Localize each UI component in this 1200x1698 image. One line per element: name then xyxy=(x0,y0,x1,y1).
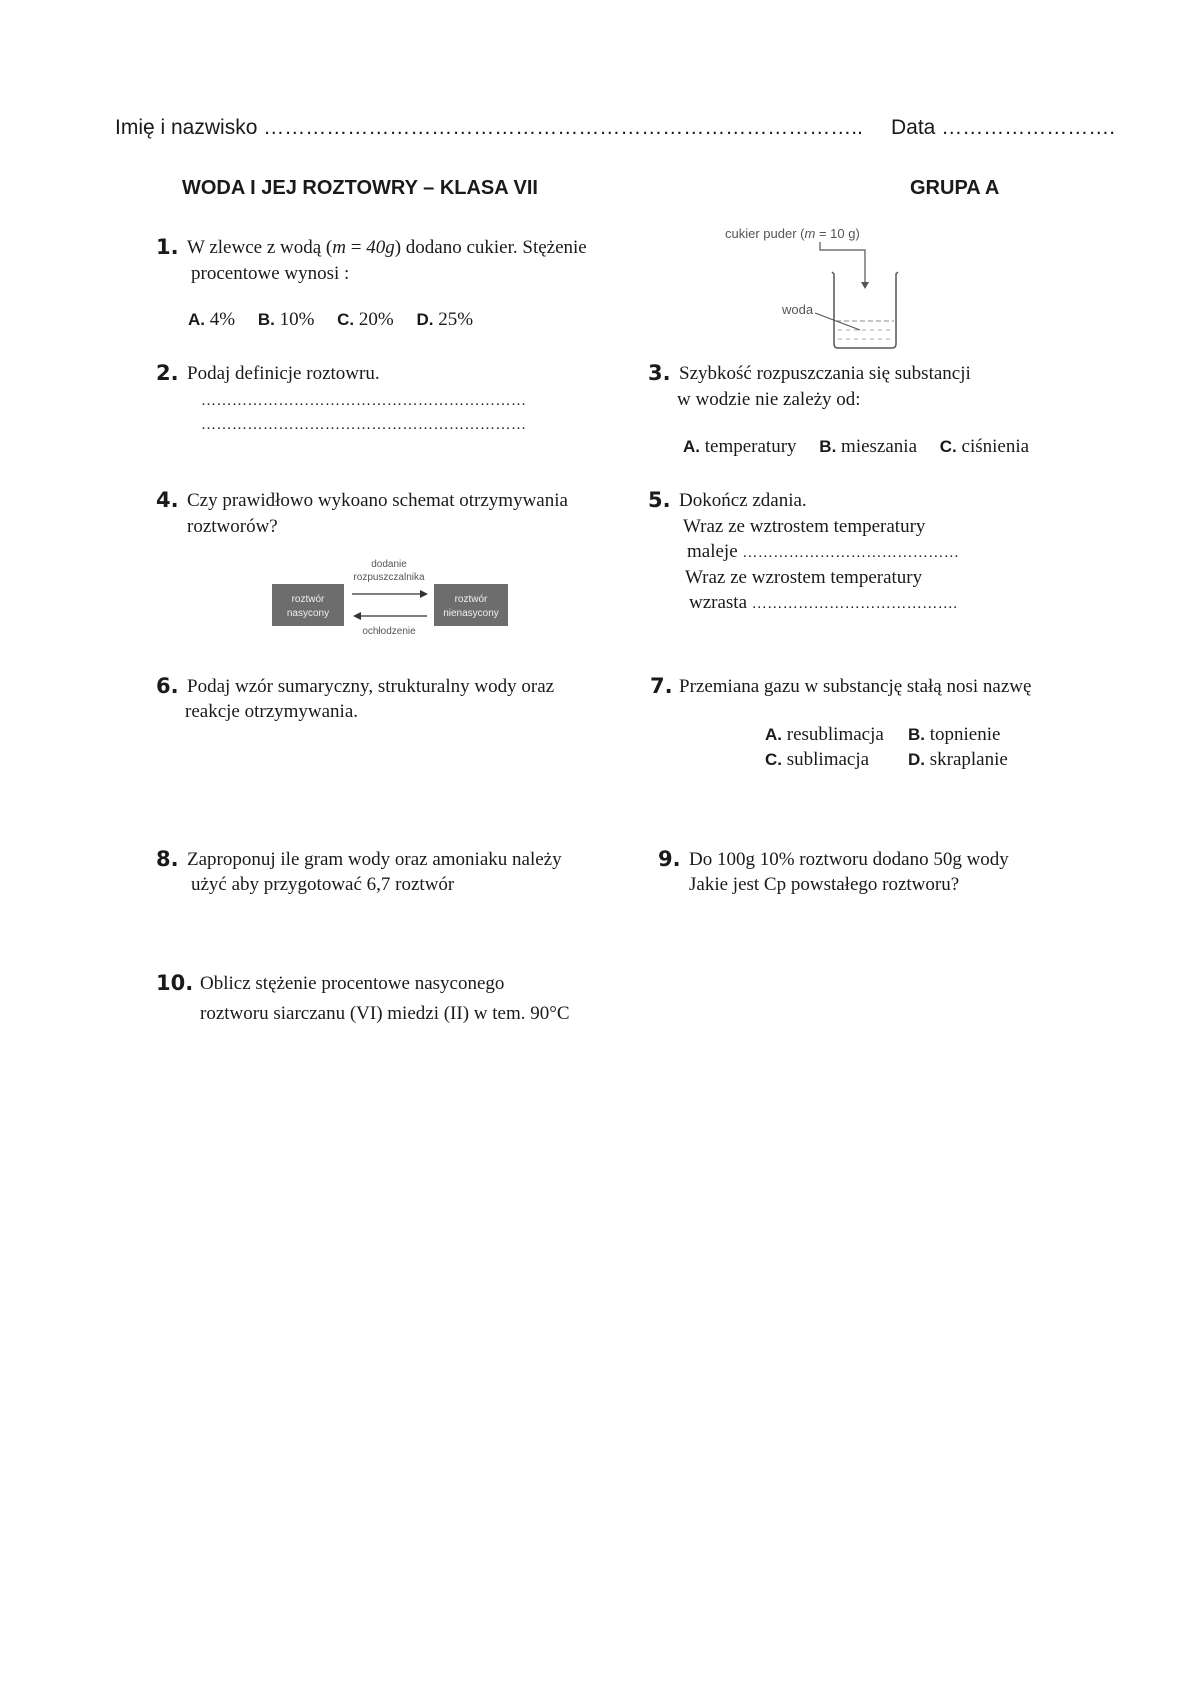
q3-option-b[interactable]: B. mieszania xyxy=(819,436,918,457)
scheme-label-top-2: rozpuszczalnika xyxy=(353,572,425,583)
q3-text-line2: w wodzie nie zależy od: xyxy=(677,389,861,410)
date-field[interactable] xyxy=(891,116,1115,140)
q7-option-a[interactable]: A. resublimacja xyxy=(765,724,884,745)
q10-text-line2: roztworu siarczanu (VI) miedzi (II) w tem. 90°C xyxy=(200,1003,570,1024)
q7-number: 7. xyxy=(650,674,673,698)
q5-text-line1: Dokończ zdania. xyxy=(679,490,807,511)
q5-answer-2[interactable]: …………………………………. xyxy=(751,596,958,612)
svg-text:nasycony: nasycony xyxy=(286,608,330,619)
group-label: GRUPA A xyxy=(910,177,1000,199)
q4-number: 4. xyxy=(156,488,179,512)
q1-text-line1: W zlewce z wodą (m = 40g) dodano cukier. Stężenie xyxy=(187,237,587,258)
q8-text-line2: użyć aby przygotować 6,7 roztwór xyxy=(191,874,455,895)
q3-options xyxy=(683,436,1029,458)
q2-number: 2. xyxy=(156,361,179,385)
q9-number: 9. xyxy=(658,847,681,871)
q8-number: 8. xyxy=(156,847,179,871)
q8-text-line1: Zaproponuj ile gram wody oraz amoniaku należy xyxy=(187,849,562,870)
beaker-figure xyxy=(720,222,910,352)
solution-scheme-diagram xyxy=(270,558,510,638)
q3-text-line1: Szybkość rozpuszczania się substancji xyxy=(679,363,971,384)
q5-text-line2: Wraz ze wztrostem temperatury xyxy=(683,516,926,537)
q1-text-line2: procentowe wynosi : xyxy=(191,263,350,284)
scheme-label-top-1: dodanie xyxy=(371,559,407,570)
q10-text-line1: Oblicz stężenie procentowe nasyconego xyxy=(200,973,505,994)
q7-option-d[interactable]: D. skraplanie xyxy=(908,749,1008,770)
q5-text-line4: Wraz ze wzrostem temperatury xyxy=(685,567,923,588)
scheme-box-saturated xyxy=(272,584,344,626)
svg-text:roztwór: roztwór xyxy=(454,594,488,605)
name-dots: ………………………………………………………………………….. xyxy=(263,116,863,139)
q1-option-c[interactable]: C. 20% xyxy=(337,309,394,330)
scheme-label-bottom: ochłodzenie xyxy=(362,626,416,637)
q4-text-line2: roztworów? xyxy=(187,516,278,537)
scheme-box-unsaturated xyxy=(434,584,508,626)
q3-option-a[interactable]: A. temperatury xyxy=(683,436,797,457)
q5-number: 5. xyxy=(648,488,671,512)
svg-text:nienasycony: nienasycony xyxy=(443,608,499,619)
q2-text: Podaj definicje roztowru. xyxy=(187,363,380,384)
date-label: Data xyxy=(891,116,936,139)
q6-text-line1: Podaj wzór sumaryczny, strukturalny wody oraz xyxy=(187,676,555,697)
q9-text-line1: Do 100g 10% roztworu dodano 50g wody xyxy=(689,849,1009,870)
q7-text-line1: Przemiana gazu w substancję stałą nosi nazwę xyxy=(679,676,1032,697)
q7-option-b[interactable]: B. topnienie xyxy=(908,724,1001,745)
name-field[interactable] xyxy=(115,116,863,140)
q6-number: 6. xyxy=(156,674,179,698)
q2-answer-line2[interactable]: ……………………………………………………… xyxy=(201,417,527,433)
q10-number: 10. xyxy=(156,971,194,995)
q4-text-line1: Czy prawidłowo wykoano schemat otrzymywania xyxy=(187,490,568,511)
q6-text-line2: reakcje otrzymywania. xyxy=(185,701,359,722)
q5-text-line5: wzrasta …………………………………. xyxy=(689,592,958,613)
q3-number: 3. xyxy=(648,361,671,385)
beaker-label-water: woda xyxy=(782,302,814,317)
svg-text:roztwór: roztwór xyxy=(291,594,325,605)
q1-option-a[interactable]: A. 4% xyxy=(188,309,236,330)
q5-answer-1[interactable]: …………………………………… xyxy=(742,545,960,561)
q1-number: 1. xyxy=(156,235,179,259)
q9-text-line2: Jakie jest Cp powstałego roztworu? xyxy=(689,874,960,895)
page-title: WODA I JEJ ROZTOWRY – KLASA VII xyxy=(182,177,538,199)
q1-option-b[interactable]: B. 10% xyxy=(257,309,315,330)
q5-text-line3: maleje …………………………………… xyxy=(687,541,960,562)
q2-answer-line1[interactable]: ……………………………………………………… xyxy=(201,393,527,409)
q1-option-d[interactable]: D. 25% xyxy=(416,309,474,330)
beaker-label-sugar: cukier puder (m = 10 g) xyxy=(725,226,860,241)
q7-option-c[interactable]: C. sublimacja xyxy=(765,749,870,770)
date-dots: ……………………. xyxy=(941,116,1116,139)
name-label: Imię i nazwisko xyxy=(115,116,258,139)
q3-option-c[interactable]: C. ciśnienia xyxy=(939,436,1030,457)
q1-options xyxy=(188,309,473,331)
